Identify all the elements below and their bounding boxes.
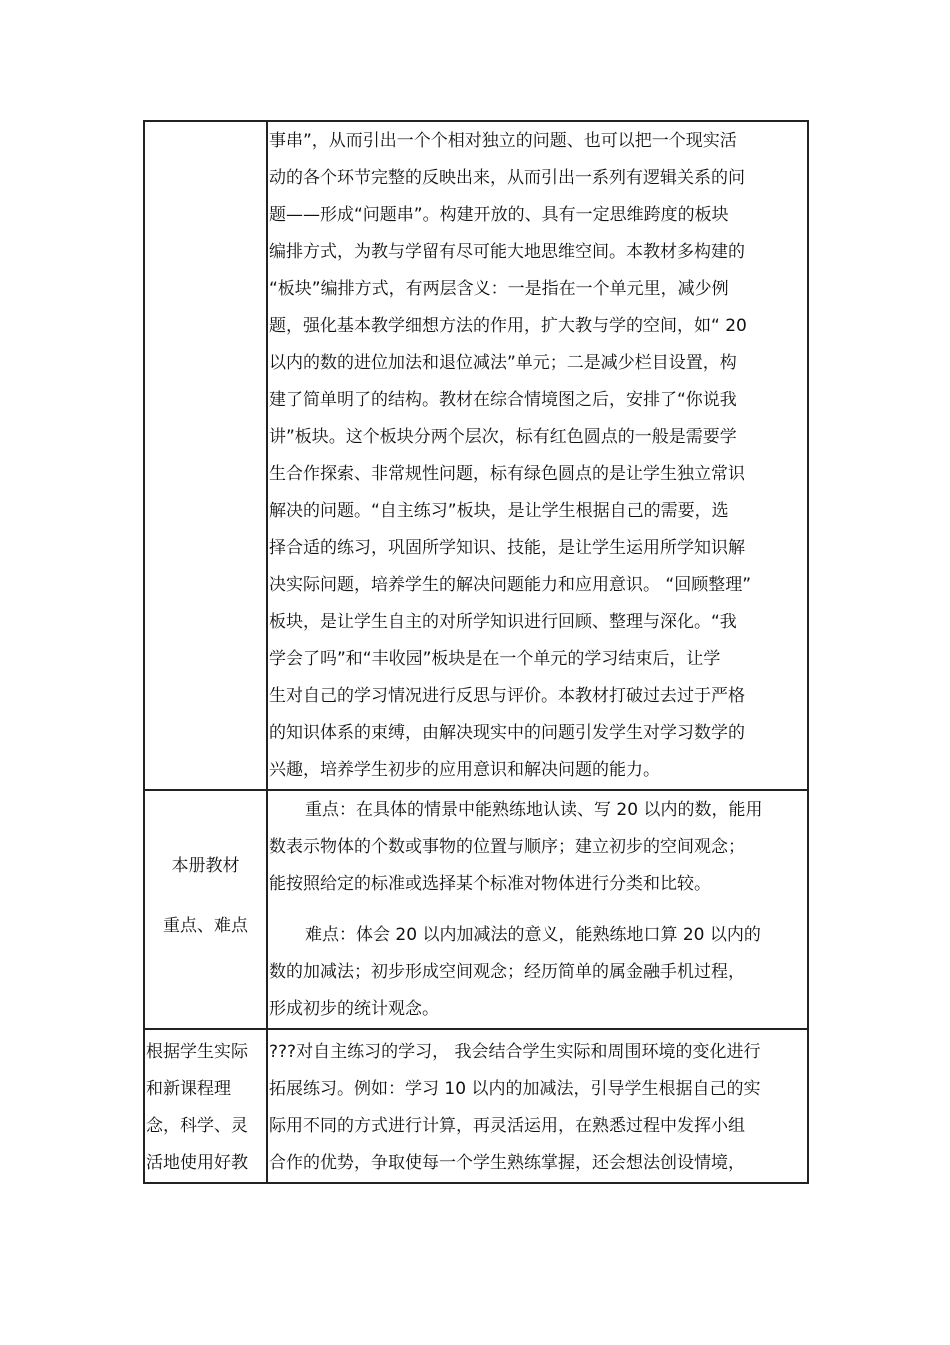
text-line: 建了简单明了的结构。教材在综合情境图之后，安排了“你说我 — [269, 390, 737, 410]
text-line: 生合作探索、非常规性问题，标有绿色圆点的是让学生独立常识 — [269, 464, 745, 484]
text-line: 题，强化基本教学细想方法的作用，扩大教与学的空间，如“ 20 — [269, 316, 747, 336]
row-content-cell — [267, 790, 808, 1029]
label-line: 和新课程理 — [146, 1079, 231, 1099]
label-line: 重点、难点 — [163, 916, 248, 936]
text-line: 解决的问题。“自主练习”板块，是让学生根据自己的需要，选 — [269, 501, 729, 521]
key-points-line: 重点：在具体的情景中能熟练地认读、写 20 以内的数，能用 — [305, 800, 763, 820]
text-line: 择合适的练习，巩固所学知识、技能，是让学生运用所学知识解 — [269, 538, 745, 558]
row-label-cell — [144, 121, 267, 790]
text-line: 兴趣，培养学生初步的应用意识和解决问题的能力。 — [269, 760, 660, 780]
text-line: 合作的优势，争取使每一个学生熟练掌握，还会想法创设情境， — [269, 1153, 745, 1173]
text-line: 生对自己的学习情况进行反思与评价。本教材打破过去过于严格 — [269, 686, 745, 706]
key-points-line: 数表示物体的个数或事物的位置与顺序；建立初步的空间观念； — [269, 837, 745, 857]
difficulty-line: 形成初步的统计观念。 — [269, 999, 439, 1019]
text-line: 板块，是让学生自主的对所学知识进行回顾、整理与深化。“我 — [269, 612, 737, 632]
text-line: 学会了吗”和“丰收园”板块是在一个单元的学习结束后，让学 — [269, 649, 721, 669]
table-row — [144, 790, 808, 1029]
row-label-cell — [144, 790, 267, 1029]
label-line: 本册教材 — [171, 856, 240, 876]
row-label-cell — [144, 1029, 267, 1183]
text-line: ???对自主练习的学习， 我会结合学生实际和周围环境的变化进行 — [269, 1042, 761, 1062]
text-line: 事串”，从而引出一个个相对独立的问题、也可以把一个现实活 — [269, 131, 737, 151]
label-line: 根据学生实际 — [146, 1042, 248, 1062]
table-row — [144, 121, 808, 790]
text-line: 动的各个环节完整的反映出来，从而引出一系列有逻辑关系的问 — [269, 168, 745, 188]
key-points-line: 能按照给定的标准或选择某个标准对物体进行分类和比较。 — [269, 874, 711, 894]
difficulty-line: 难点：体会 20 以内加减法的意义，能熟练地口算 20 以内的 — [305, 925, 761, 945]
text-line: 编排方式，为教与学留有尽可能大地思维空间。本教材多构建的 — [269, 242, 745, 262]
table-row — [144, 1029, 808, 1183]
text-line: 以内的数的进位加法和退位减法”单元；二是减少栏目设置，构 — [269, 353, 737, 373]
text-line: 的知识体系的束缚，由解决现实中的问题引发学生对学习数学的 — [269, 723, 745, 743]
row-content-cell — [267, 121, 808, 790]
row-content-cell — [267, 1029, 808, 1183]
text-line: 际用不同的方式进行计算，再灵活运用，在熟悉过程中发挥小组 — [269, 1116, 745, 1136]
paragraph-gap — [268, 903, 807, 917]
content-table — [143, 120, 809, 1184]
text-line: 讲”板块。这个板块分两个层次，标有红色圆点的一般是需要学 — [269, 427, 737, 447]
text-line: “板块”编排方式，有两层含义：一是指在一个单元里，减少例 — [269, 279, 729, 299]
label-line: 活地使用好教 — [146, 1153, 248, 1173]
text-line: 决实际问题，培养学生的解决问题能力和应用意识。 “回顾整理” — [269, 575, 752, 595]
text-line: 拓展练习。例如：学习 10 以内的加减法，引导学生根据自己的实 — [269, 1079, 761, 1099]
text-line: 题——形成“问题串”。构建开放的、具有一定思维跨度的板块 — [269, 205, 729, 225]
difficulty-line: 数的加减法；初步形成空间观念；经历简单的属金融手机过程， — [269, 962, 745, 982]
label-line: 念，科学、灵 — [146, 1116, 248, 1136]
